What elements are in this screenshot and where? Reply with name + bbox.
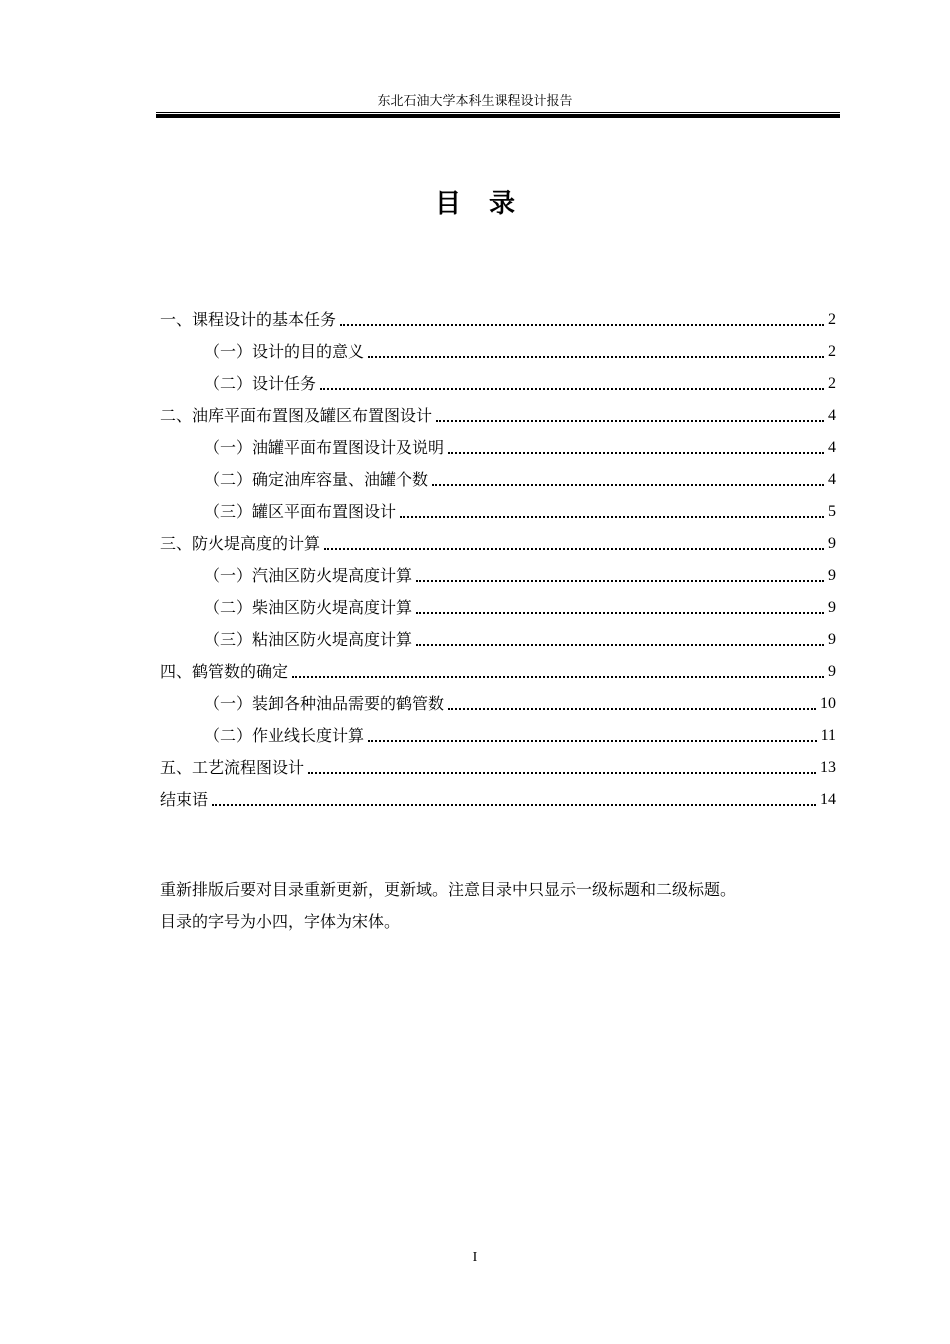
instruction-line-2: 目录的字号为小四，字体为宋体。: [160, 912, 401, 931]
header-rule-thick: [156, 114, 840, 118]
instruction-note: [160, 874, 840, 938]
header-rule-thin: [156, 112, 840, 113]
toc-entry[interactable]: [160, 458, 836, 490]
toc-dot-leader: [292, 676, 824, 678]
table-of-contents: [160, 298, 836, 810]
toc-entry-page: 10: [820, 695, 836, 712]
toc-entry-label: （二）柴油区防火堤高度计算: [204, 598, 413, 617]
toc-dot-leader: [416, 644, 824, 646]
toc-entry-page: 11: [820, 727, 836, 744]
toc-dot-leader: [416, 612, 824, 614]
toc-entry[interactable]: [160, 394, 836, 426]
toc-entry[interactable]: [160, 714, 836, 746]
toc-entry-label: 四、鹤管数的确定: [160, 662, 289, 681]
toc-entry-label: （一）油罐平面布置图设计及说明: [204, 438, 445, 457]
toc-entry[interactable]: [160, 362, 836, 394]
toc-entry-label: （二）作业线长度计算: [204, 726, 365, 745]
toc-title: 目录: [434, 189, 543, 219]
toc-entry-page: 2: [828, 343, 836, 360]
toc-dot-leader: [368, 356, 824, 358]
toc-dot-leader: [320, 388, 824, 390]
toc-entry-page: 4: [828, 471, 836, 488]
toc-entry-page: 9: [828, 599, 836, 616]
toc-entry[interactable]: [160, 650, 836, 682]
toc-entry[interactable]: [160, 522, 836, 554]
toc-entry-label: （一）设计的目的意义: [204, 342, 365, 361]
toc-entry-page: 2: [828, 311, 836, 328]
toc-entry[interactable]: [160, 586, 836, 618]
instruction-line-1: 重新排版后要对目录重新更新，更新域。注意目录中只显示一级标题和二级标题。: [160, 880, 737, 899]
toc-entry[interactable]: [160, 426, 836, 458]
toc-dot-leader: [448, 708, 816, 710]
toc-dot-leader: [324, 548, 824, 550]
toc-dot-leader: [436, 420, 824, 422]
toc-dot-leader: [212, 804, 816, 806]
toc-entry[interactable]: [160, 682, 836, 714]
toc-dot-leader: [340, 324, 824, 326]
toc-entry-page: 9: [828, 535, 836, 552]
toc-dot-leader: [308, 772, 816, 774]
toc-entry-page: 5: [828, 503, 836, 520]
toc-entry-label: （二）确定油库容量、油罐个数: [204, 470, 429, 489]
toc-entry[interactable]: [160, 778, 836, 810]
toc-entry-page: 14: [820, 791, 836, 808]
toc-entry-label: （二）设计任务: [204, 374, 317, 393]
toc-dot-leader: [432, 484, 824, 486]
toc-dot-leader: [448, 452, 824, 454]
header-title: 东北石油大学本科生课程设计报告: [377, 94, 573, 109]
toc-entry-page: 13: [820, 759, 836, 776]
toc-entry[interactable]: [160, 298, 836, 330]
toc-entry-label: 三、防火堤高度的计算: [160, 534, 321, 553]
toc-entry-page: 4: [828, 439, 836, 456]
toc-entry-label: 一、课程设计的基本任务: [160, 310, 337, 329]
toc-entry-page: 2: [828, 375, 836, 392]
toc-entry-label: 二、油库平面布置图及罐区布置图设计: [160, 406, 433, 425]
toc-entry-page: 9: [828, 567, 836, 584]
toc-dot-leader: [416, 580, 824, 582]
toc-entry-label: 结束语: [160, 790, 209, 809]
toc-entry-page: 9: [828, 663, 836, 680]
toc-entry-page: 4: [828, 407, 836, 424]
toc-dot-leader: [368, 740, 817, 742]
toc-entry[interactable]: [160, 330, 836, 362]
toc-entry-label: 五、工艺流程图设计: [160, 758, 305, 777]
toc-entry[interactable]: [160, 746, 836, 778]
toc-entry[interactable]: [160, 618, 836, 650]
toc-entry[interactable]: [160, 490, 836, 522]
toc-entry[interactable]: [160, 554, 836, 586]
toc-dot-leader: [400, 516, 824, 518]
toc-entry-label: （三）罐区平面布置图设计: [204, 502, 397, 521]
toc-entry-label: （三）粘油区防火堤高度计算: [204, 630, 413, 649]
toc-entry-label: （一）汽油区防火堤高度计算: [204, 566, 413, 585]
toc-entry-label: （一）装卸各种油品需要的鹤管数: [204, 694, 445, 713]
toc-entry-page: 9: [828, 631, 836, 648]
page-number: I: [472, 1250, 478, 1265]
